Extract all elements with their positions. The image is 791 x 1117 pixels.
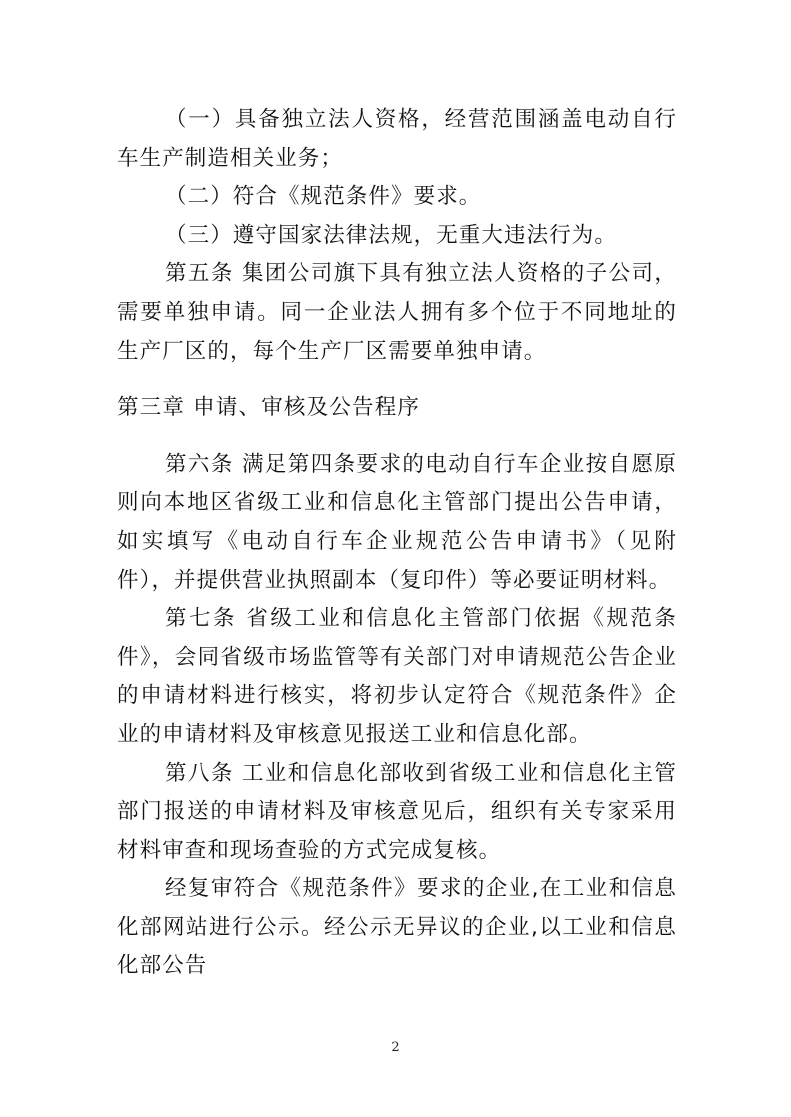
page-number: 2 [391,1040,400,1055]
chapter-heading: 第三章 申请、审核及公告程序 [117,395,421,421]
paragraph-article-7: 第七条 省级工业和信息化主管部门依据《规范条件》，会同省级市场监管等有关部门对申请规范公告企业的申请材料进行核实，将初步认定符合《规范条件》企业的申请材料及审核意见报送工业和信息化部。 [117,606,677,747]
paragraph-article-5: 第五条 集团公司旗下具有独立法人资格的子公司，需要单独申请。同一企业法人拥有多个位于不同地址的生产厂区的，每个生产厂区需要单独申请。 [117,261,677,364]
paragraph-item-1: （一）具备独立法人资格，经营范围涵盖电动自行车生产制造相关业务； [117,107,677,171]
paragraph-item-3: （三）遵守国家法律法规，无重大违法行为。 [165,222,618,248]
paragraph-article-6: 第六条 满足第四条要求的电动自行车企业按自愿原则向本地区省级工业和信息化主管部门提出公告申请，如实填写《电动自行车企业规范公告申请书》（见附件），并提供营业执照副本（复印件）等必要证明材料。 [117,451,677,593]
document-page [117,101,677,986]
paragraph-article-8: 第八条 工业和信息化部收到省级工业和信息化主管部门报送的申请材料及审核意见后，组织有关专家采用材料审查和现场查验的方式完成复核。 [117,760,677,863]
paragraph-item-2: （二）符合《规范条件》要求。 [165,184,482,210]
paragraph-publicity: 经复审符合《规范条件》要求的企业,在工业和信息化部网站进行公示。经公示无异议的企业,以工业和信息化部公告 [117,876,677,979]
